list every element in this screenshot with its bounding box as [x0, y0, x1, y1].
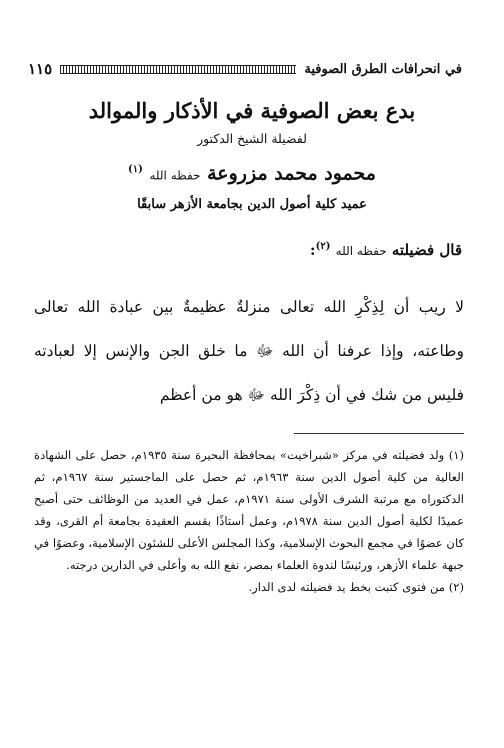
page-number: ١١٥ — [28, 60, 53, 78]
body-paragraph: لا ريب أن لِذِكْرِ الله تعالى منزلةٌ عظيمةٌ بين عبادة الله تعالى وطاعته، وإذا عرفنا أن الله ﷻ ما خلق الجن والإنس إلا لعبادته فليس من شك في أن ذِكْرَ الله ﷻ هو من أعظم — [34, 298, 464, 404]
footnote-2: (٢) من فتوى كتبت بخط يد فضيلته لدى الدار. — [248, 580, 464, 594]
running-header — [28, 52, 462, 86]
intro-honor: حفظه الله — [335, 244, 387, 258]
article-title: بدع بعض الصوفية في الأذكار والموالد — [88, 98, 416, 123]
author-name: محمود محمد مزروعة — [207, 162, 376, 185]
running-title: في انحرافات الطرق الصوفية — [304, 61, 462, 77]
title-block — [40, 96, 464, 215]
author-subtitle: لفضيلة الشيخ الدكتور — [197, 131, 307, 146]
footnote-1: (١) ولد فضيلته في مركز «شبراخيت» بمحافظة البحيرة سنة ١٩٣٥م، حصل على الشهادة العالية من كلية أصول الدين سنة ١٩٦٣م، ثم حصل على الماجستير سنة ١٩٦٧م، ثم الدكتوراه مع مرتبة الشرف الأولى سنة ١٩٧١م، عمل في العديد من الوظائف حتى أصبح عميدًا لكلية أصول الدين سنة ١٩٧٨م، وعمل أستاذًا بقسم العقيدة بجامعة أم القرى، وقد كان عضوًا في مجمع البحوث الإسلامية، وكذا المجلس الأعلى للشئون الإسلامية، وعضوًا في جبهة علماء الأزهر، ورئيسًا لندوة العلماء بمصر، نفع الله به وأعلى في الدارين درجته. — [34, 448, 464, 572]
author-name-line — [40, 156, 464, 189]
intro-footnote-ref: (٢) — [315, 241, 331, 252]
footnotes — [34, 444, 464, 598]
footnote-separator — [294, 433, 464, 434]
intro-label: قال فضيلته — [391, 241, 462, 259]
intro-colon: : — [310, 241, 316, 259]
author-footnote-ref: (١) — [128, 164, 143, 175]
author-honor: حفظه الله — [149, 168, 201, 183]
intro-line — [40, 236, 462, 262]
header-rule — [60, 65, 296, 74]
author-position: عميد كلية أصول الدين بجامعة الأزهر سابقًا — [137, 197, 367, 213]
